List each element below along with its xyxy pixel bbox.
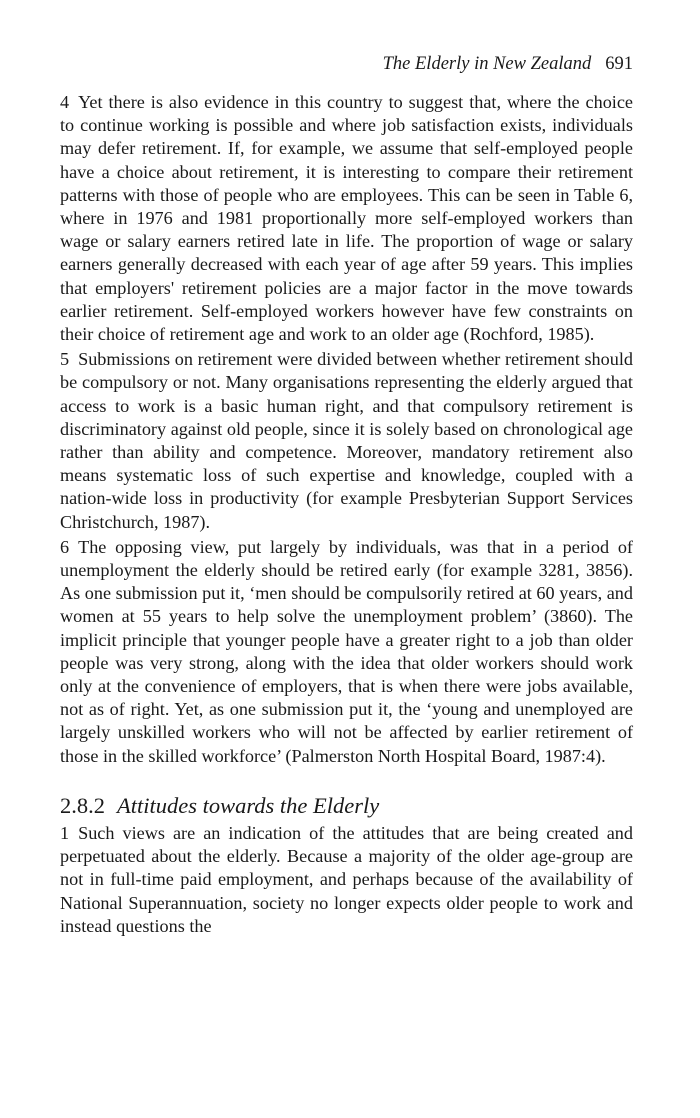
document-page (60, 52, 633, 938)
section-heading (60, 792, 633, 820)
page-number: 691 (605, 54, 633, 74)
section-number: 2.8.2 (60, 792, 105, 818)
section-paragraph-1 (60, 822, 633, 938)
paragraph-5 (60, 348, 633, 534)
paragraph-text: Submissions on retirement were divided between whether retirement should be compulsory or not. Many organisations representing the elderly argued that access to work is a basic human right, and that compulsory retirement is discriminatory against old people, since it is solely based on chronological age rather than ability and competence. Moreover, mandatory retirement also means systematic loss of such expertise and knowledge, coupled with a nation-wide loss in productivity (for example Presbyterian Support Services Christchurch, 1987). (60, 349, 633, 532)
paragraph-text: The opposing view, put largely by individuals, was that in a period of unemployment the elderly should be retired early (for example 3281, 3856). As one submission put it, ‘men should be compulsorily retired at 60 years, and women at 55 years to help solve the unemployment problem’ (3860). The implicit principle that younger people have a greater right to a job than older people was very strong, along with the idea that older workers should work only at the convenience of employers, that is when there were jobs available, not as of right. Yet, as one submission put it, the ‘young and unemployed are largely unskilled workers who will not be affected by earlier retirement of those in the skilled workforce’ (Palmerston North Hospital Board, 1987:4). (60, 536, 633, 766)
paragraph-number: 4 (60, 92, 70, 112)
paragraph-text: Such views are an indication of the attitudes that are being created and perpetuated about the elderly. Because a majority of the older age-group are not in full-time paid employment, and perhaps because of the availability of National Superannuation, society no longer expects older people to work and instead questions the (60, 822, 633, 936)
running-head-title: The Elderly in New Zealand (382, 54, 592, 74)
paragraph-number: 5 (60, 349, 70, 370)
section-title: Attitudes towards the Elderly (117, 792, 380, 818)
paragraph-number: 1 (60, 822, 70, 843)
running-header (60, 52, 633, 76)
paragraph-number: 6 (60, 536, 70, 557)
paragraph-text: Yet there is also evidence in this country to suggest that, where the choice to continue working is possible and where job satisfaction exists, individuals may defer retirement. If, for example, we assume that self-employed people have a choice about retirement, it is interesting to compare their retirement patterns with those of people who are employees. This can be seen in Table 6, where in 1976 and 1981 proportionally more self-employed workers than wage or salary earners retired late in life. The proportion of wage or salary earners generally decreased with each year of age after 59 years. This implies that employers' retirement policies are a major factor in the move towards earlier retirement. Self-employed workers however have few constraints on their choice of retirement age and work to an older age (Rochford, 1985). (60, 92, 633, 345)
paragraph-4 (60, 91, 633, 346)
paragraph-6 (60, 536, 633, 768)
